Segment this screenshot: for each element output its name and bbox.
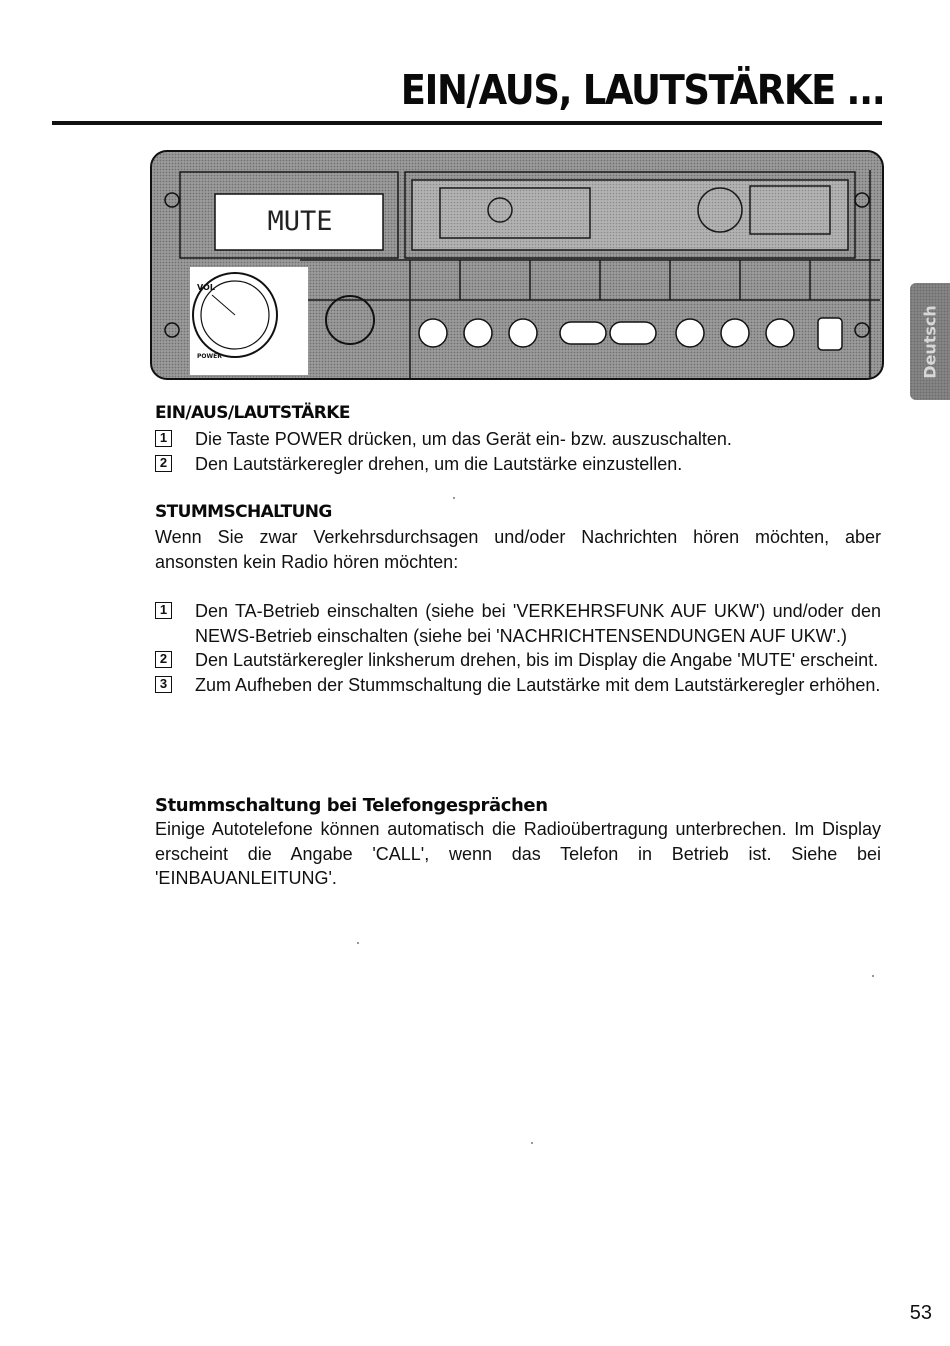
section-phone-mute [155,795,881,891]
preset-button-icon [766,319,794,347]
car-radio-illustration [150,150,884,380]
preset-button-icon [676,319,704,347]
scan-speck [872,975,874,977]
display-text: MUTE [267,206,333,237]
list-item-text: Den Lautstärkeregler drehen, um die Lautstärke einzustellen. [195,453,683,474]
list-item-text: Den TA-Betrieb einschalten (siehe bei 'VERKEHRSFUNK AUF UKW') und/oder den NEWS-Betrieb einschalten (siehe bei 'NACHRICHTENSENDUNGEN AUF UKW'.) [195,601,881,646]
title-divider [52,121,882,125]
list-item-text: Zum Aufheben der Stummschaltung die Lautstärke mit dem Lautstärkeregler erhöhen. [195,674,881,695]
page-number: 53 [909,1302,932,1324]
vol-label: VOL [197,283,215,292]
eject-button-icon [560,322,606,344]
body-text: Einige Autotelefone können automatisch die Radioübertragung unterbrechen. Im Display erscheint die Angabe 'CALL', wenn das Telefon in Betrieb ist. Siehe bei 'EINBAUANLEITUNG'. [155,819,881,888]
scan-speck [357,942,359,944]
list-item-text: Den Lautstärkeregler linksherum drehen, bis im Display die Angabe 'MUTE' erscheint. [195,650,879,670]
preset-button-icon [721,319,749,347]
list-item [155,452,881,477]
step-number-icon: 1 [155,602,172,619]
preset-button-icon [419,319,447,347]
step-number-icon: 2 [155,455,172,472]
list-item [155,427,881,452]
power-label: POWER [197,353,222,360]
section-mute [155,502,881,697]
list-item [155,673,881,698]
section-heading: Stummschaltung bei Telefongesprächen [155,795,548,816]
section-onoff-volume [155,403,881,476]
list-item-text: Die Taste POWER drücken, um das Gerät ein- bzw. auszuschalten. [195,429,732,449]
preset-button-icon [509,319,537,347]
scan-speck [531,1142,533,1144]
language-tab-label: Deutsch [920,304,940,379]
page-title: EIN/AUS, LAUTSTÄRKE ... [400,66,884,114]
seek-button-icon [610,322,656,344]
scan-speck [453,497,455,499]
preset-button-icon [464,319,492,347]
step-number-icon: 1 [155,430,172,447]
language-tab [910,283,950,400]
list-item [155,599,881,648]
intro-text: Wenn Sie zwar Verkehrsdurchsagen und/oder Nachrichten hören möchten, aber ansonsten kein Radio hören möchten: [155,527,881,572]
section-heading: EIN/AUS/LAUTSTÄRKE [155,403,350,423]
section-heading: STUMMSCHALTUNG [155,502,332,522]
step-number-icon: 3 [155,676,172,693]
step-number-icon: 2 [155,651,172,668]
mode-button-icon [818,318,842,350]
list-item [155,648,881,673]
